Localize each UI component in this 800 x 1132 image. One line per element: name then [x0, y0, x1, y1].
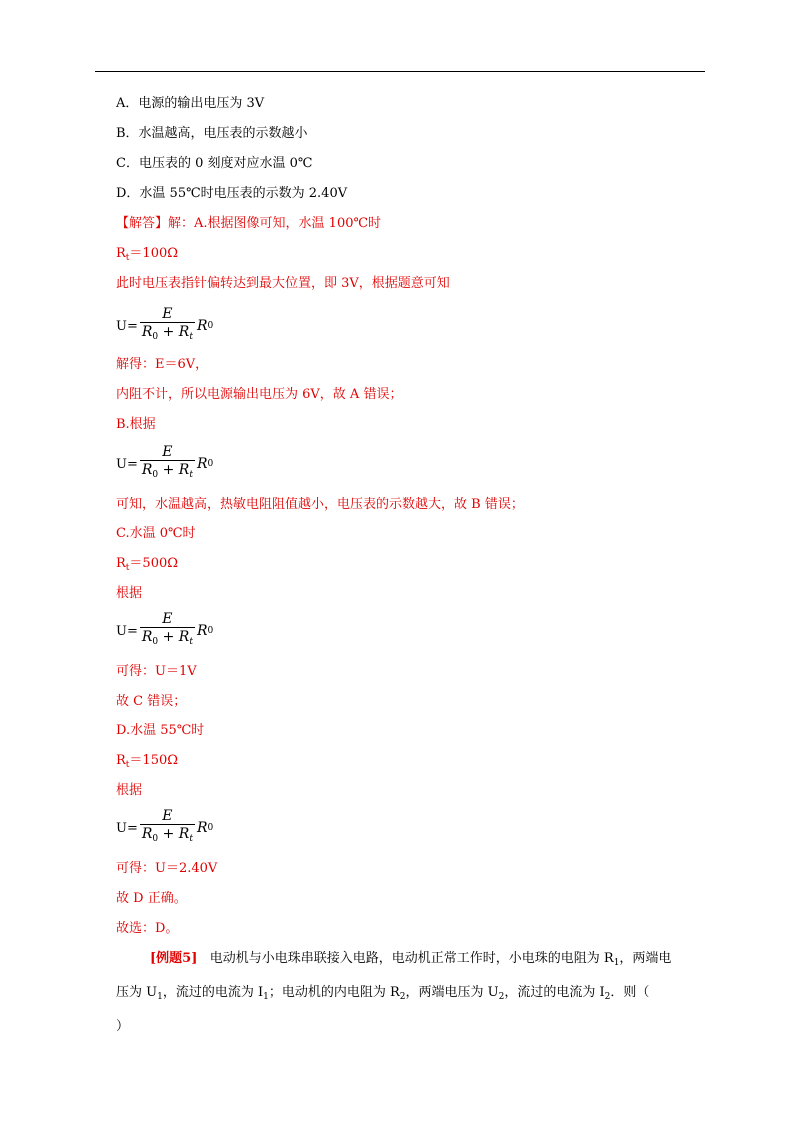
fraction-numerator: E [162, 611, 173, 627]
den-plus: + [158, 462, 179, 478]
formula-2 [116, 442, 213, 486]
option-c: C．电压表的 0 刻度对应水温 0℃ [116, 156, 313, 171]
den-r0: R [141, 324, 153, 340]
formula-tail-sub: 0 [207, 321, 214, 331]
formula-lhs: U= [116, 456, 138, 472]
den-rt: R [178, 826, 190, 842]
header-rule [95, 71, 705, 72]
conclusion-d: 故 D 正确。 [116, 891, 187, 906]
option-a: A．电源的输出电压为 3V [116, 96, 265, 111]
d-start: D.水温 55℃时 [116, 723, 205, 738]
option-d: D．水温 55℃时电压表的示数为 2.40V [116, 186, 348, 201]
conclusion-c: 故 C 错误； [116, 694, 187, 709]
den-r0: R [141, 462, 153, 478]
formula-lhs: U= [116, 623, 138, 639]
formula-lhs: U= [116, 318, 138, 334]
example-sub-3: 1 [263, 992, 269, 1002]
formula-tail: R [196, 820, 208, 836]
formula-1 [116, 304, 213, 348]
fraction [140, 444, 195, 484]
fraction-denominator [140, 825, 195, 848]
r-symbol: R [116, 753, 126, 768]
r-value: ＝100Ω [129, 246, 179, 261]
fraction [140, 611, 195, 651]
example-sub-6: 2 [604, 992, 611, 1002]
den-subt: t [189, 637, 193, 647]
example-text-2c: ；电动机的内电阻为 R [268, 985, 400, 1000]
r-value-100 [116, 245, 178, 267]
answer-tag: 【解答】 [116, 216, 169, 231]
den-r0: R [141, 826, 153, 842]
fraction-numerator: E [162, 808, 173, 824]
example-line-3: ） [116, 1019, 130, 1034]
c-start: C.水温 0℃时 [116, 526, 196, 541]
example-line-2 [116, 978, 706, 1012]
den-rt: R [178, 629, 190, 645]
formula-tail: R [196, 456, 208, 472]
r-symbol: R [116, 556, 126, 571]
example-sub-2: 1 [157, 992, 163, 1002]
answer-intro-text: 解：A.根据图像可知，水温 100℃时 [168, 216, 382, 231]
example-text-2d: ，两端电压为 U [405, 985, 499, 1000]
formula-3 [116, 609, 213, 653]
example-text-2f: ．则（ [610, 985, 650, 1000]
b-start: B.根据 [116, 417, 156, 432]
r-value: ＝500Ω [129, 556, 179, 571]
den-rt: R [178, 324, 190, 340]
den-subt: t [189, 834, 193, 844]
based-on-d: 根据 [116, 783, 143, 798]
den-plus: + [158, 324, 179, 340]
formula-tail-sub: 0 [207, 459, 214, 469]
den-sub0: 0 [152, 834, 159, 844]
r-subscript: t [125, 760, 130, 770]
example-5 [116, 944, 706, 1042]
formula-tail-sub: 0 [207, 823, 214, 833]
fraction-numerator: E [162, 306, 173, 322]
fraction-denominator [140, 628, 195, 651]
example-label: [例题5] [150, 951, 198, 966]
example-text-1b: ，两端电 [619, 951, 672, 966]
r-value: ＝150Ω [129, 753, 179, 768]
formula-4 [116, 806, 213, 850]
conclusion-a: 内阻不计，所以电源输出电压为 6V，故 A 错误； [116, 387, 403, 402]
example-sub-5: 2 [498, 992, 505, 1002]
result-c: 可得：U＝1V [116, 664, 197, 679]
den-rt: R [178, 462, 190, 478]
r-subscript: t [125, 253, 130, 263]
answer-intro [116, 215, 381, 233]
formula-lhs: U= [116, 820, 138, 836]
example-text-2e: ，流过的电流为 I [504, 985, 605, 1000]
den-subt: t [189, 470, 193, 480]
conclusion-b: 可知，水温越高，热敏电阻阻值越小，电压表的示数越大，故 B 错误； [116, 497, 524, 512]
example-line-1 [116, 944, 706, 978]
r-subscript: t [125, 563, 130, 573]
max-position-text: 此时电压表指针偏转达到最大位置，即 3V，根据题意可知 [116, 276, 450, 291]
example-sub-1: 1 [613, 958, 620, 968]
den-sub0: 0 [152, 470, 159, 480]
result-d: 可得：U＝2.40V [116, 861, 218, 876]
r-value-150 [116, 752, 178, 774]
example-text-2b: ，流过的电流为 I [162, 985, 264, 1000]
fraction [140, 808, 195, 848]
final-choice: 故选：D。 [116, 921, 179, 936]
den-plus: + [158, 826, 179, 842]
example-sub-4: 2 [399, 992, 406, 1002]
formula-tail: R [196, 623, 208, 639]
example-text-1: 电动机与小电珠串联接入电路，电动机正常工作时，小电珠的电阻为 R [209, 951, 614, 966]
formula-tail-sub: 0 [207, 626, 214, 636]
den-sub0: 0 [152, 332, 159, 342]
den-r0: R [141, 629, 153, 645]
den-sub0: 0 [152, 637, 159, 647]
r-symbol: R [116, 246, 126, 261]
fraction [140, 306, 195, 346]
den-plus: + [158, 629, 179, 645]
r-value-500 [116, 555, 178, 577]
fraction-numerator: E [162, 444, 173, 460]
formula-tail: R [196, 318, 208, 334]
example-text-2a: 压为 U [116, 985, 158, 1000]
fraction-denominator [140, 461, 195, 484]
den-subt: t [189, 332, 193, 342]
solve-text: 解得：E＝6V， [116, 357, 209, 372]
based-on-c: 根据 [116, 586, 143, 601]
option-b: B．水温越高，电压表的示数越小 [116, 126, 308, 141]
fraction-denominator [140, 323, 195, 346]
